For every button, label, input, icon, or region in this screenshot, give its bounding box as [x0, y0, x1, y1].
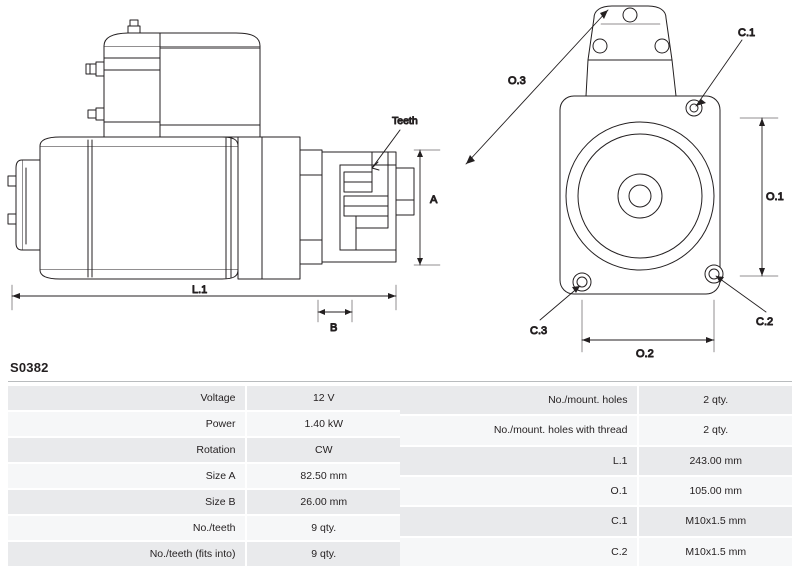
spec-value: 2 qty. [638, 386, 792, 415]
spec-value: 9 qty. [246, 541, 400, 567]
table-row [400, 386, 792, 415]
label-dim-a: A [430, 194, 438, 206]
spec-table-left-body [8, 386, 400, 567]
label-dim-b: B [330, 322, 338, 334]
spec-value: 12 V [246, 386, 400, 411]
divider [8, 381, 792, 382]
table-row [400, 506, 792, 536]
spec-value: CW [246, 437, 400, 463]
spec-value: 243.00 mm [638, 446, 792, 476]
spec-label: Rotation [8, 437, 246, 463]
table-row [8, 489, 400, 515]
spec-label: Size B [8, 489, 246, 515]
spec-value: M10x1.5 mm [638, 506, 792, 536]
spec-value: 1.40 kW [246, 411, 400, 437]
label-dim-c2: C.2 [756, 316, 774, 328]
table-row [400, 537, 792, 567]
spec-table-left [8, 386, 400, 568]
spec-value: 9 qty. [246, 515, 400, 541]
spec-label: O.1 [400, 476, 638, 506]
label-dim-o2: O.2 [636, 348, 654, 360]
spec-label: C.1 [400, 506, 638, 536]
spec-label: No./mount. holes [400, 386, 638, 415]
spec-label: Voltage [8, 386, 246, 411]
spec-value: 26.00 mm [246, 489, 400, 515]
table-row [8, 386, 400, 411]
table-row [400, 476, 792, 506]
table-row [400, 446, 792, 476]
spec-value: 82.50 mm [246, 463, 400, 489]
table-row [8, 541, 400, 567]
spec-table-right-body [400, 386, 792, 567]
spec-label: No./teeth (fits into) [8, 541, 246, 567]
label-dim-o1: O.1 [766, 191, 784, 203]
label-dim-c3: C.3 [530, 325, 548, 337]
spec-label: C.2 [400, 537, 638, 567]
spec-label: No./mount. holes with thread [400, 415, 638, 445]
label-dim-l1: L.1 [192, 284, 208, 296]
table-row [8, 411, 400, 437]
spec-label: L.1 [400, 446, 638, 476]
spec-label: Power [8, 411, 246, 437]
spec-value: 105.00 mm [638, 476, 792, 506]
specifications [8, 386, 792, 568]
table-row [8, 437, 400, 463]
spec-value: M10x1.5 mm [638, 537, 792, 567]
spec-label: Size A [8, 463, 246, 489]
table-row [8, 463, 400, 489]
starter-front-view [466, 6, 784, 360]
spec-table-right [400, 386, 792, 568]
starter-side-view [8, 20, 440, 334]
spec-value: 2 qty. [638, 415, 792, 445]
label-teeth: Teeth [392, 115, 418, 127]
table-row [8, 515, 400, 541]
table-row [400, 415, 792, 445]
part-number: S0382 [10, 360, 49, 375]
label-dim-c1: C.1 [738, 27, 756, 39]
label-dim-o3: O.3 [508, 75, 526, 87]
spec-label: No./teeth [8, 515, 246, 541]
